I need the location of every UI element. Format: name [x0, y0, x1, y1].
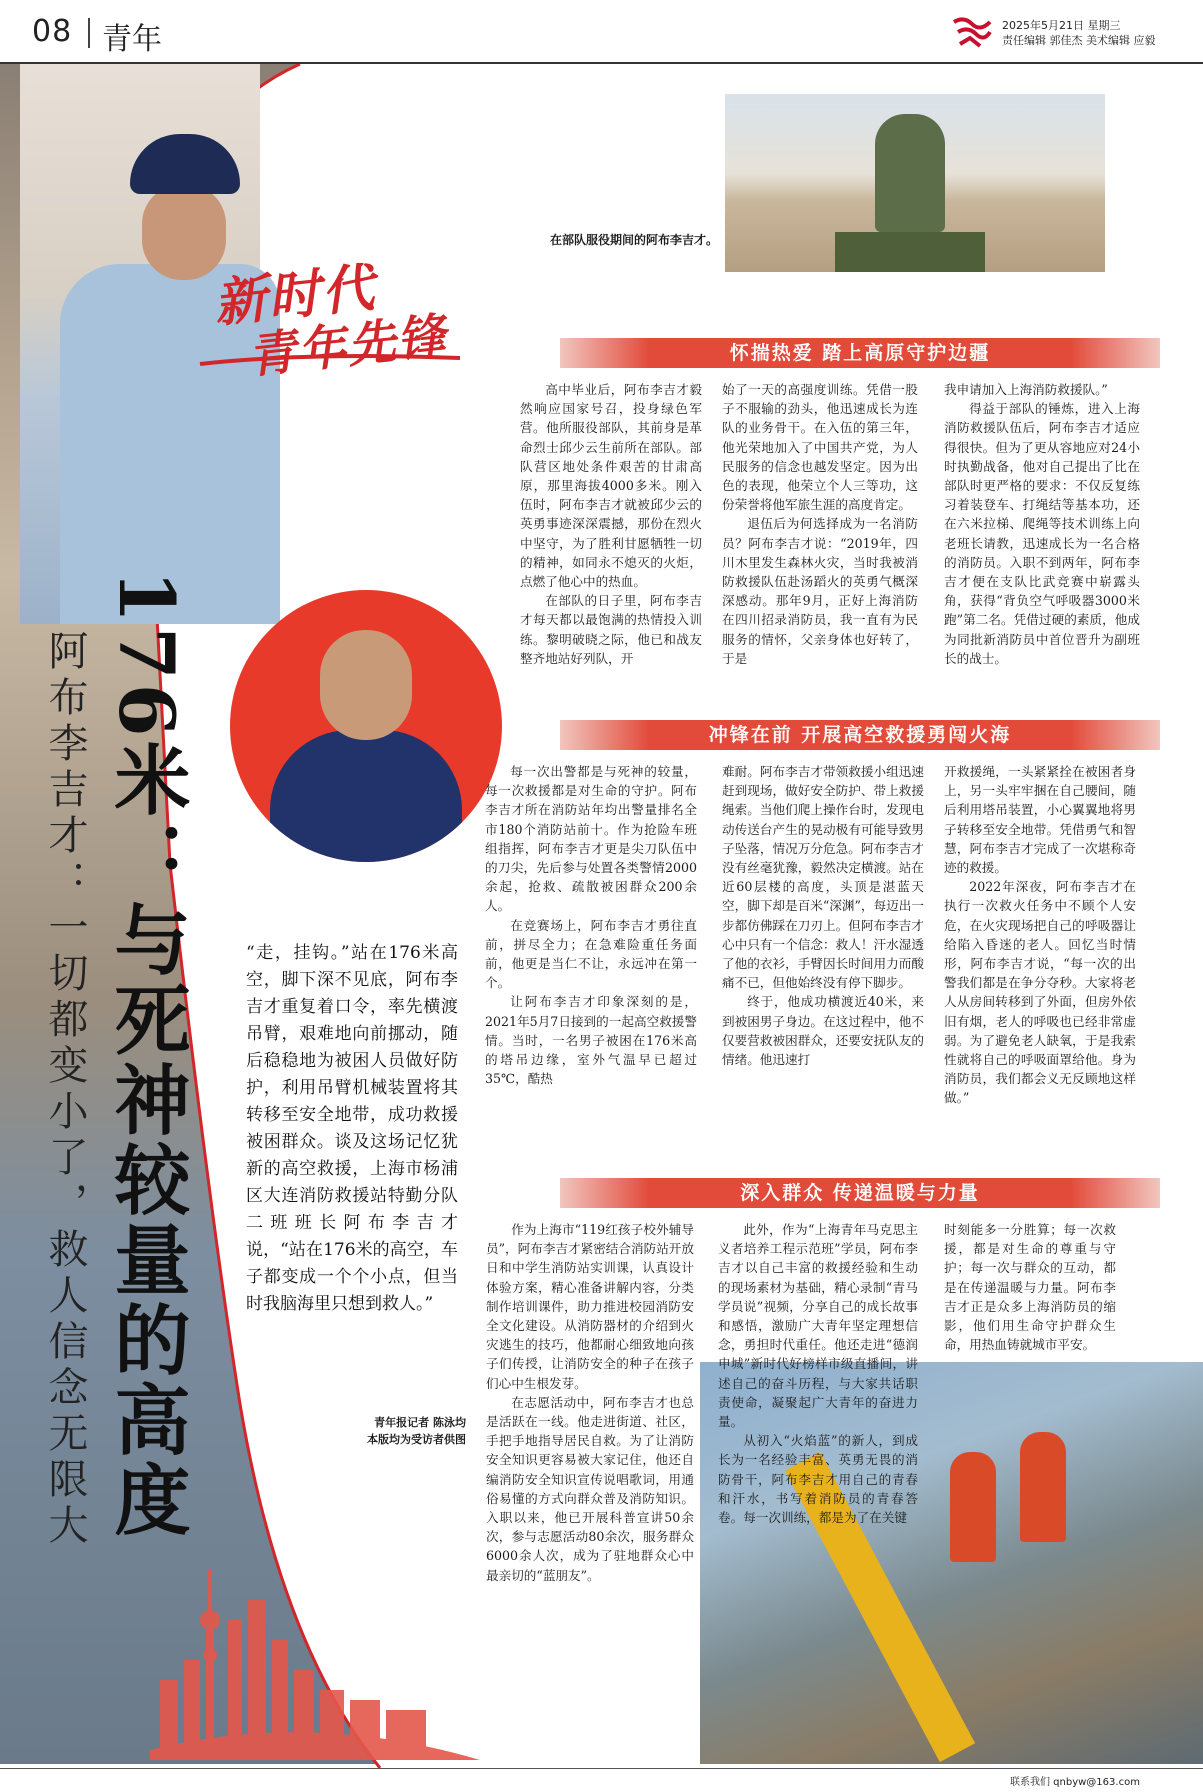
paragraph: 退伍后为何选择成为一名消防员？阿布李吉才说：“2019年，四川木里发生森林火灾，当时我被消防救援队伍赴汤蹈火的英勇气概深深感动。那年9月，正好上海消防在四川招录消防员，我一直有为民服务的情怀，父亲身体也好转了，于是 — [722, 516, 918, 666]
kicker-line-1: 新时代 — [211, 256, 379, 335]
kicker-line-2: 青年先锋 — [245, 308, 450, 385]
reporter-credit: 青年报记者 陈泳均 — [374, 1416, 466, 1429]
subheadline: 阿布李吉才：一切都变小了，救人信念无限大 — [42, 630, 88, 1550]
photo-caption: 在部队服役期间的阿布李吉才。 — [550, 233, 719, 247]
firefighter-photo — [20, 64, 260, 624]
section-heading: 冲锋在前 开展高空救援勇闯火海 — [560, 720, 1160, 750]
paragraph: 高中毕业后，阿布李吉才毅然响应国家号召，投身绿色军营。他所服役部队，其前身是革命烈士邱少云生前所在部队。部队营区地处条件艰苦的甘肃高原，那里海拔4000多米。刚入伍时，阿布李吉才就被邱少云的英勇事迹深深震撼，那份在烈火中坚守，为了胜利甘愿牺牲一切的精神，如同永不熄灭的火炬，点燃了他心中的热血。 — [520, 382, 702, 590]
paragraph: 作为上海市“119红孩子校外辅导员”，阿布李吉才紧密结合消防站开放日和中学生消防站实训课，认真设计体验方案，精心准备讲解内容，分类制作培训课件，助力推进校园消防安全文化建设。从消防器材的介绍到火灾逃生的技巧，他都耐心细致地向孩子们传授，让消防安全的种子在孩子们心中生根发芽。 — [486, 1222, 694, 1391]
article-column — [485, 762, 697, 1088]
paragraph: 每一次出警都是与死神的较量，每一次救援都是对生命的守护。阿布李吉才所在消防站年均出警量排名全市180个消防站前十。作为抢险车班组指挥，阿布李吉才更是尖刀队伍中的刀尖，先后参与处置各类警情2000余起，抢救、疏散被困群众200余人。 — [485, 764, 697, 914]
paragraph: 此外，作为“上海青年马克思主义者培养工程示范班”学员，阿布李吉才以自己丰富的救援经验和生动的现场素材为基础，精心录制“青马学员说”视频，分享自己的成长故事和感悟，激励广大青年坚定理想信念，勇担时代重任。他还走进“德润申城”新时代好榜样市级直播间，讲述自己的奋斗历程，与大家共话职责使命，凝聚起广大青年的奋进力量。 — [718, 1222, 918, 1430]
article-column — [944, 1220, 1116, 1354]
army-service-photo — [725, 94, 1105, 272]
footer-rule — [0, 1768, 1203, 1769]
portrait-uniform — [270, 730, 462, 862]
portrait-face — [320, 630, 412, 740]
paragraph: 开救援绳，一头紧紧拴在被困者身上，另一头牢牢捆在自己腰间，随后利用塔吊装置，小心翼翼地将男子转移至安全地带。凭借勇气和智慧，阿布李吉才完成了一次堪称奇迹的救援。 — [944, 764, 1136, 876]
article-column — [722, 762, 924, 1069]
paragraph: 在竞赛场上，阿布李吉才勇往直前，拼尽全力；在急难险重任务面前，他更是当仁不让，永远冲在第一个。 — [485, 917, 697, 991]
byline — [276, 1414, 466, 1448]
paragraph: 难耐。阿布李吉才带领救援小组迅速赶到现场，做好安全防护、带上救援绳索。当他们爬上操作台时，发现电动传送台产生的晃动极有可能导致男子坠落，情况万分危急。阿布李吉才没有丝毫犹豫，毅然决定横渡。站在近60层楼的高度，头顶是湛蓝天空，脚下却是百米“深渊”，每迈出一步都仿佛踩在刀刃上。但阿布李吉才心中只有一个信念：救人！汗水湿透了他的衣衫，手臂因长时间用力而酸痛不已，但他始终没有停下脚步。 — [722, 764, 924, 991]
paragraph: 2022年深夜，阿布李吉才在执行一次救火任务中不顾个人安危，在火灾现场把自己的呼吸器让给陷入昏迷的老人。回忆当时情形，阿布李吉才说，“每一次的出警我们都是在争分夺秒。大家将老人从房间转移到了外面，但房外依旧有烟，老人的呼吸也已经非常虚弱。为了避免老人缺氧，于是我索性就将自己的呼吸面罩给他。身为消防员，我们都会义无反顾地这样做。” — [944, 879, 1136, 1106]
article-column — [722, 380, 918, 668]
paragraph: 从初入“火焰蓝”的新人，到成长为一名经验丰富、英勇无畏的消防骨干，阿布李吉才用自己的青春和汗水，书写着消防员的青春答卷。每一次训练，都是为了在关键 — [718, 1433, 918, 1526]
article-column — [520, 380, 702, 668]
issue-date: 2025年5月21日 星期三 — [1002, 19, 1121, 32]
paragraph: 让阿布李吉才印象深刻的是，2021年5月7日接到的一起高空救援警情。当时，一名男子被困在176米高的塔吊边缘，室外气温早已超过35℃，酷热 — [485, 994, 697, 1087]
photo-rescuer — [1020, 1432, 1066, 1542]
paragraph: 在志愿活动中，阿布李吉才也总是活跃在一线。他走进街道、社区，手把手地指导居民自救。为了让消防安全知识更容易被大家记住，他还自编消防安全知识宣传说唱歌词，用通俗易懂的方式向群众普及消防知识。入职以来，他已开展科普宣讲50余次，参与志愿活动80余次，服务群众6000余人次，成为了驻地群众心中最亲切的“蓝朋友”。 — [486, 1394, 694, 1583]
photo-obstacle — [835, 232, 985, 272]
photo-rescuer — [950, 1452, 996, 1562]
kicker-brush-stroke — [190, 350, 470, 368]
portrait-photo — [230, 590, 502, 862]
editors-credit: 责任编辑 郭佳杰 美术编辑 应毅 — [1002, 34, 1156, 47]
city-skyline-graphic — [150, 1560, 480, 1760]
footer-contact: 联系我们 qnbyw@163.com — [1010, 1777, 1140, 1788]
article-column — [718, 1220, 918, 1527]
page-number: 08 — [32, 14, 73, 49]
article-column — [944, 762, 1136, 1108]
section-name: 青年 — [102, 22, 162, 57]
section-heading: 深入群众 传递温暖与力量 — [560, 1178, 1160, 1208]
photo-figure-cap — [130, 134, 240, 194]
paragraph: 我申请加入上海消防救援队。” — [944, 382, 1108, 397]
photo-credit: 本版均为受访者供图 — [367, 1433, 466, 1446]
paragraph: 始了一天的高强度训练。凭借一股子不服输的劲头，他迅速成长为连队的业务骨干。在入伍的第三年，他光荣地加入了中国共产党，为人民服务的信念也越发坚定。因为出色的表现，他荣立个人三等功，这份荣誉将他军旅生涯的高度肯定。 — [722, 382, 918, 513]
logo-calligraphy-icon — [950, 14, 994, 52]
lead-paragraph: “走，挂钩。”站在176米高空，脚下深不见底，阿布李吉才重复着口令，率先横渡吊臂，艰难地向前挪动，随后稳稳地为被困人员做好防护，利用吊臂机械装置将其转移至安全地带，成功救援被困群众。谈及这场记忆犹新的高空救援，上海市杨浦区大连消防救援站特勤分队二班班长阿布李吉才说，“站在176米的高空，车子都变成一个个小点，但当时我脑海里只想到救人。” — [246, 943, 458, 1314]
section-heading: 怀揣热爱 踏上高原守护边疆 — [560, 338, 1160, 368]
paragraph: 得益于部队的锤炼，进入上海消防救援队伍后，阿布李吉才适应得很快。但为了更从容地应对24小时执勤战备，他对自己提出了比在部队时更严格的要求：不仅反复练习着装登车、打绳结等基本功，还在六米拉梯、爬绳等技术训练上向老班长请教，迅速成长为一名合格的消防员。入职不到两年，阿布李吉才便在支队比武竞赛中崭露头角，获得“背负空气呼吸器3000米跑”第二名。凭借过硬的素质，他成为同批新消防员中首位晋升为副班长的战士。 — [944, 401, 1140, 666]
newspaper-logo — [950, 14, 994, 52]
header-divider — [88, 18, 90, 48]
article-column — [486, 1220, 694, 1585]
article-column — [944, 380, 1140, 668]
paragraph: 终于，他成功横渡近40米，来到被困男子身边。在这过程中，他不仅要营救被困群众，还要安抚队友的情绪。他迅速打 — [722, 994, 924, 1068]
photo-soldier — [875, 114, 945, 232]
paragraph: 在部队的日子里，阿布李吉才每天都以最饱满的热情投入训练。黎明破晓之际，他已和战友整齐地站好列队，开 — [520, 593, 702, 666]
issue-info — [1002, 18, 1156, 48]
paragraph: 时刻能多一分胜算；每一次救援，都是对生命的尊重与守护；每一次与群众的互动，都是在传递温暖与力量。阿布李吉才正是众多上海消防员的缩影，他们用生命守护群众生命，用热血铸就城市平安。 — [944, 1222, 1116, 1353]
headline: 176米：与死神较量的高度 — [102, 570, 191, 1541]
